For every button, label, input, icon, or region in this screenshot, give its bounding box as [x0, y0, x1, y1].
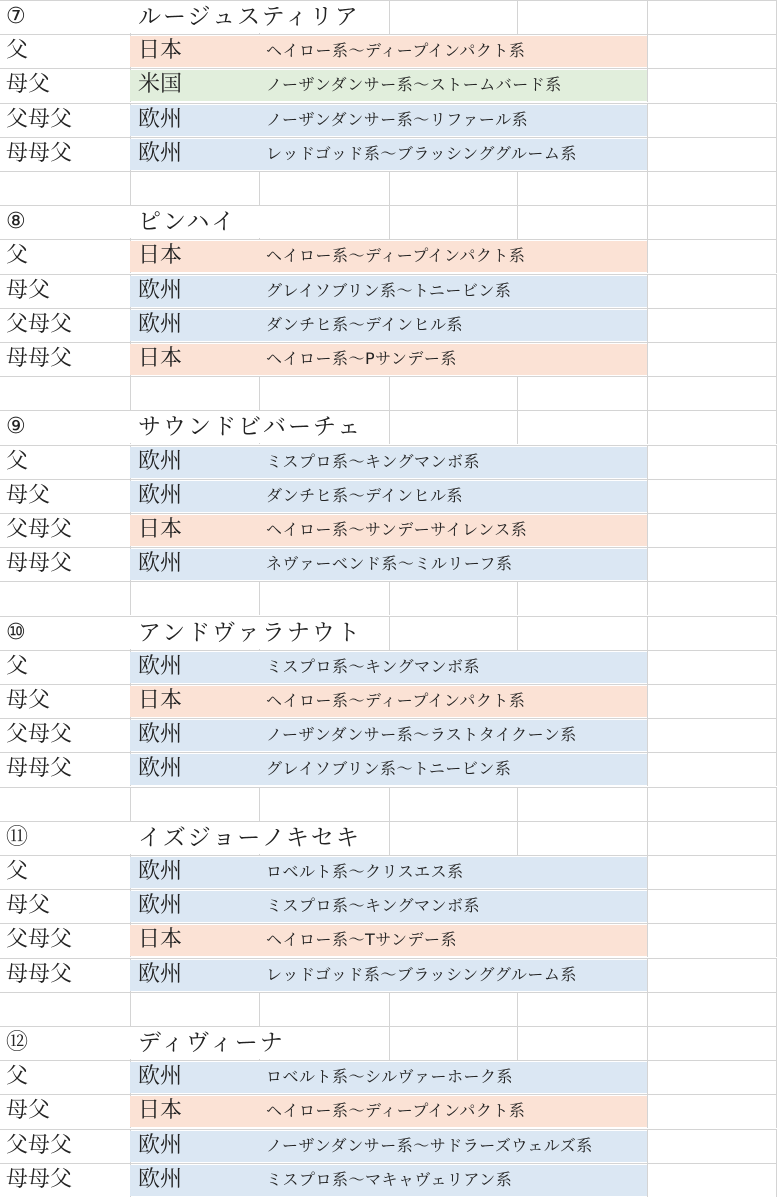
pedigree-row — [0, 923, 777, 957]
grid-line — [647, 889, 648, 923]
region-label: 欧州 — [138, 312, 183, 337]
grid-line — [647, 1026, 648, 1060]
grid-line — [517, 616, 518, 650]
lineage-label: ミスプロ系～マキャヴェリアン系 — [266, 1170, 513, 1189]
grid-line — [647, 787, 648, 821]
grid-line — [259, 992, 260, 1026]
grid-line — [259, 581, 260, 615]
lineage-label: ヘイロー系～ディープインパクト系 — [266, 1101, 526, 1120]
lineage-label: グレイソブリン系～トニービン系 — [266, 759, 512, 778]
region-label: 欧州 — [138, 722, 183, 747]
grid-line — [647, 68, 648, 102]
region-label: 欧州 — [138, 141, 183, 166]
grid-line — [517, 205, 518, 239]
pedigree-row — [0, 274, 777, 308]
grid-line — [259, 787, 260, 821]
lineage-label: グレイソブリン系～トニービン系 — [266, 281, 512, 300]
region-label: 欧州 — [138, 278, 183, 303]
grid-line — [130, 171, 131, 205]
horse-number: ⑪ — [6, 825, 29, 850]
grid-line — [647, 205, 648, 239]
lineage-label: ヘイロー系～ディープインパクト系 — [266, 246, 526, 265]
relation-label: 母母父 — [6, 141, 73, 166]
grid-line — [517, 410, 518, 444]
spacer-row — [0, 171, 777, 205]
pedigree-row — [0, 752, 777, 786]
grid-line — [647, 616, 648, 650]
grid-line — [130, 992, 131, 1026]
spacer-row — [0, 787, 777, 821]
horse-header-row — [0, 616, 777, 650]
region-label: 欧州 — [138, 449, 183, 474]
lineage-label: ダンチヒ系～デインヒル系 — [266, 315, 464, 334]
relation-label: 父 — [6, 449, 29, 474]
lineage-label: レッドゴッド系～ブラッシンググルーム系 — [266, 144, 577, 163]
relation-label: 母父 — [6, 893, 51, 918]
grid-line — [517, 376, 518, 410]
grid-line — [647, 171, 648, 205]
horse-number: ⑦ — [6, 4, 26, 29]
pedigree-row — [0, 513, 777, 547]
grid-line — [647, 34, 648, 68]
relation-label: 母母父 — [6, 1167, 73, 1192]
horse-name: イズジョーノキセキ — [138, 825, 361, 851]
relation-label: 母母父 — [6, 346, 73, 371]
lineage-label: ミスプロ系～キングマンボ系 — [266, 657, 481, 676]
region-label: 米国 — [138, 72, 183, 97]
lineage-label: ミスプロ系～キングマンボ系 — [266, 452, 481, 471]
region-label: 欧州 — [138, 483, 183, 508]
grid-line — [647, 547, 648, 581]
lineage-label: ノーザンダンサー系～サドラーズウェルズ系 — [266, 1136, 593, 1155]
lineage-label: ミスプロ系～キングマンボ系 — [266, 896, 481, 915]
horse-number: ⑫ — [6, 1030, 29, 1055]
lineage-label: ダンチヒ系～デインヒル系 — [266, 486, 464, 505]
grid-line — [647, 479, 648, 513]
region-label: 日本 — [138, 517, 183, 542]
region-label: 日本 — [138, 38, 183, 63]
grid-line — [647, 684, 648, 718]
relation-label: 母母父 — [6, 551, 73, 576]
relation-label: 母父 — [6, 483, 51, 508]
grid-line — [517, 1026, 518, 1060]
pedigree-row — [0, 718, 777, 752]
grid-line — [389, 787, 390, 821]
pedigree-row — [0, 137, 777, 171]
grid-line — [389, 821, 390, 855]
grid-line — [389, 581, 390, 615]
relation-label: 父母父 — [6, 927, 73, 952]
grid-line — [647, 0, 648, 34]
pedigree-row — [0, 547, 777, 581]
grid-line — [647, 274, 648, 308]
region-label: 欧州 — [138, 756, 183, 781]
horse-header-row — [0, 821, 777, 855]
region-label: 日本 — [138, 688, 183, 713]
relation-label: 父母父 — [6, 722, 73, 747]
region-label: 欧州 — [138, 962, 183, 987]
horse-name: ルージュスティリア — [138, 4, 360, 30]
grid-line — [647, 958, 648, 992]
grid-line — [389, 0, 390, 34]
grid-line — [647, 581, 648, 615]
relation-label: 母母父 — [6, 962, 73, 987]
lineage-label: ヘイロー系～ディープインパクト系 — [266, 691, 526, 710]
pedigree-row — [0, 479, 777, 513]
horse-number: ⑧ — [6, 209, 26, 234]
pedigree-row — [0, 855, 777, 889]
horse-header-row — [0, 410, 777, 444]
grid-line — [647, 513, 648, 547]
pedigree-row — [0, 958, 777, 992]
pedigree-row — [0, 68, 777, 102]
grid-line — [517, 821, 518, 855]
relation-label: 母母父 — [6, 756, 73, 781]
region-label: 欧州 — [138, 893, 183, 918]
grid-line — [389, 616, 390, 650]
grid-line — [647, 1129, 648, 1163]
pedigree-row — [0, 342, 777, 376]
pedigree-row — [0, 1094, 777, 1128]
region-label: 日本 — [138, 1098, 183, 1123]
grid-line — [647, 1163, 648, 1197]
grid-line — [130, 581, 131, 615]
grid-line — [259, 376, 260, 410]
pedigree-row — [0, 1129, 777, 1163]
grid-line — [647, 239, 648, 273]
grid-line — [517, 787, 518, 821]
relation-label: 父母父 — [6, 517, 73, 542]
pedigree-row — [0, 34, 777, 68]
lineage-label: ノーザンダンサー系～ストームバード系 — [266, 75, 562, 94]
horse-number: ⑩ — [6, 620, 26, 645]
relation-label: 母父 — [6, 72, 51, 97]
horse-name: サウンドビバーチェ — [138, 414, 363, 440]
lineage-label: ネヴァーベンド系～ミルリーフ系 — [266, 554, 513, 573]
region-label: 欧州 — [138, 654, 183, 679]
region-label: 欧州 — [138, 551, 183, 576]
grid-line — [647, 410, 648, 444]
grid-line — [130, 787, 131, 821]
region-label: 欧州 — [138, 1167, 183, 1192]
grid-line — [389, 205, 390, 239]
horse-header-row — [0, 1026, 777, 1060]
region-label: 日本 — [138, 346, 183, 371]
grid-line — [647, 376, 648, 410]
lineage-label: レッドゴッド系～ブラッシンググルーム系 — [266, 965, 577, 984]
lineage-label: ノーザンダンサー系～リファール系 — [266, 110, 529, 129]
pedigree-row — [0, 1163, 777, 1197]
grid-line — [647, 445, 648, 479]
region-label: 欧州 — [138, 107, 183, 132]
grid-line — [647, 1060, 648, 1094]
pedigree-row — [0, 684, 777, 718]
grid-line — [259, 171, 260, 205]
relation-label: 父母父 — [6, 1133, 73, 1158]
lineage-label: ヘイロー系～Pサンデー系 — [266, 349, 457, 368]
relation-label: 父 — [6, 654, 29, 679]
grid-line — [517, 0, 518, 34]
pedigree-row — [0, 308, 777, 342]
grid-line — [647, 718, 648, 752]
lineage-label: ロベルト系～クリスエス系 — [266, 862, 464, 881]
horse-name: ディヴィーナ — [138, 1030, 285, 1056]
spacer-row — [0, 581, 777, 615]
grid-line — [647, 1094, 648, 1128]
grid-line — [647, 752, 648, 786]
relation-label: 父 — [6, 1064, 29, 1089]
region-label: 欧州 — [138, 859, 183, 884]
grid-line — [647, 923, 648, 957]
horse-name: アンドヴァラナウト — [138, 620, 362, 646]
grid-line — [647, 342, 648, 376]
region-label: 日本 — [138, 243, 183, 268]
grid-line — [647, 308, 648, 342]
grid-line — [647, 992, 648, 1026]
spacer-row — [0, 992, 777, 1026]
horse-name: ピンハイ — [138, 209, 237, 235]
grid-line — [389, 410, 390, 444]
pedigree-row — [0, 889, 777, 923]
grid-line — [389, 171, 390, 205]
pedigree-row — [0, 1060, 777, 1094]
grid-line — [647, 103, 648, 137]
lineage-label: ヘイロー系～ディープインパクト系 — [266, 41, 526, 60]
relation-label: 父 — [6, 38, 29, 63]
pedigree-row — [0, 445, 777, 479]
grid-line — [130, 376, 131, 410]
grid-line — [647, 650, 648, 684]
pedigree-row — [0, 650, 777, 684]
horse-number: ⑨ — [6, 414, 26, 439]
grid-line — [389, 1026, 390, 1060]
grid-line — [647, 137, 648, 171]
relation-label: 父母父 — [6, 312, 73, 337]
grid-line — [517, 171, 518, 205]
region-label: 欧州 — [138, 1064, 183, 1089]
lineage-label: ロベルト系～シルヴァーホーク系 — [266, 1067, 513, 1086]
relation-label: 父 — [6, 243, 29, 268]
grid-line — [517, 581, 518, 615]
grid-line — [647, 821, 648, 855]
horse-header-row — [0, 0, 777, 34]
grid-line — [517, 992, 518, 1026]
grid-line — [647, 855, 648, 889]
region-label: 日本 — [138, 927, 183, 952]
lineage-label: ヘイロー系～Tサンデー系 — [266, 930, 457, 949]
relation-label: 父 — [6, 859, 29, 884]
lineage-label: ヘイロー系～サンデーサイレンス系 — [266, 520, 528, 539]
region-label: 欧州 — [138, 1133, 183, 1158]
spacer-row — [0, 376, 777, 410]
relation-label: 母父 — [6, 278, 51, 303]
lineage-label: ノーザンダンサー系～ラストタイクーン系 — [266, 725, 577, 744]
horse-header-row — [0, 205, 777, 239]
pedigree-row — [0, 239, 777, 273]
pedigree-row — [0, 103, 777, 137]
grid-line — [389, 992, 390, 1026]
grid-line — [389, 376, 390, 410]
relation-label: 母父 — [6, 688, 51, 713]
relation-label: 母父 — [6, 1098, 51, 1123]
relation-label: 父母父 — [6, 107, 73, 132]
